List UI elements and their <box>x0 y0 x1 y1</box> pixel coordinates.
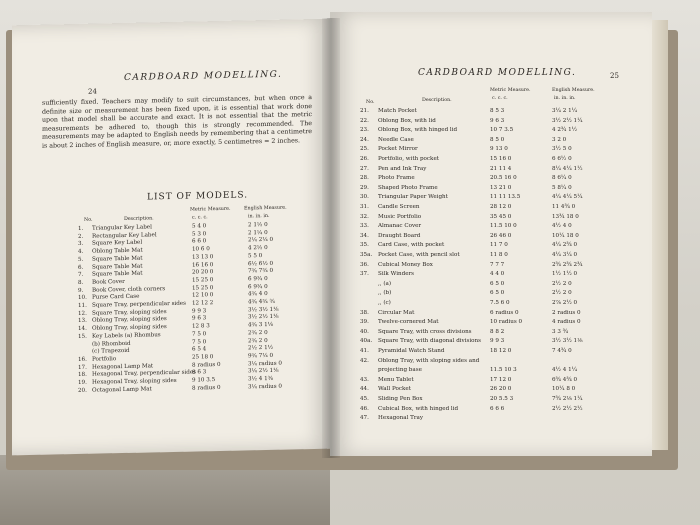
model-description: Square Tray, with diagonal divisions <box>378 338 482 345</box>
model-number: 38. <box>360 309 369 316</box>
model-row <box>330 262 652 272</box>
metric-measure: 8 8 2 <box>490 328 505 335</box>
model-number: 13. <box>78 318 87 325</box>
metric-measure: 12 12 2 <box>192 300 214 307</box>
model-number: 34. <box>360 232 369 239</box>
model-number: 12. <box>78 310 87 317</box>
english-measure: 2½ 2 1½ <box>248 345 274 352</box>
metric-measure: 4 4 0 <box>490 271 505 278</box>
english-measure: 7¾ 2⅛ 1¼ <box>552 396 583 402</box>
english-measure: 4 2½ 0 <box>248 245 268 252</box>
left-running-head: CARDBOARD MODELLING. <box>124 69 283 84</box>
model-number: 37. <box>360 271 369 278</box>
english-measure: 4 2¾ 1½ <box>552 127 578 134</box>
english-measure: 3½ 5 0 <box>552 146 572 153</box>
metric-measure: 9 6 3 <box>192 315 207 322</box>
right-header-english: English Measure. <box>552 88 595 93</box>
model-description: Square Table Mat <box>92 255 143 263</box>
model-description: Twelve-cornered Mat <box>378 319 439 326</box>
metric-measure: 9 9 3 <box>192 307 207 315</box>
model-number: 9. <box>78 287 84 294</box>
metric-measure: 16 16 0 <box>192 261 214 269</box>
metric-measure: 17 12 0 <box>490 376 512 383</box>
model-description: Square Tray, perpendicular sides <box>92 300 186 309</box>
metric-measure: 10 6 0 <box>192 246 210 253</box>
model-row <box>330 127 652 137</box>
english-measure: 4¾ 4 0 <box>248 291 268 298</box>
metric-measure: 6 6 6 <box>490 405 505 412</box>
model-row <box>330 415 652 425</box>
model-number: 15. <box>78 333 87 340</box>
model-row <box>330 185 652 195</box>
left-header-english-cols: in. in. in. <box>248 213 270 220</box>
model-number: 31. <box>360 204 369 210</box>
left-header-metric: Metric Measure. <box>190 206 231 213</box>
model-number: 19. <box>78 379 87 386</box>
model-description: Music Portfolio <box>378 213 422 220</box>
model-number: 20. <box>78 387 87 394</box>
right-header-no: No. <box>366 100 375 105</box>
metric-measure: 5 3 0 <box>192 230 207 238</box>
model-number: 14. <box>78 325 87 333</box>
model-number: 4. <box>78 248 84 256</box>
english-measure: 7¾ 7¾ 0 <box>248 268 274 275</box>
metric-measure: 15 25 0 <box>192 277 214 284</box>
english-measure: 6 9¾ 0 <box>248 275 268 283</box>
english-measure: 10¼ 18 0 <box>552 232 579 239</box>
model-number: 29. <box>360 184 369 191</box>
model-description: Book Cover, cloth corners <box>92 285 166 294</box>
english-measure: 1½ 1½ 0 <box>552 271 578 278</box>
metric-measure: 10 7 3.5 <box>490 127 514 134</box>
english-measure: 7 4¾ 0 <box>552 348 572 354</box>
metric-measure: 15 25 0 <box>192 284 214 292</box>
model-number: 35a. <box>360 252 373 258</box>
metric-measure: 5 4 0 <box>192 223 207 230</box>
model-row <box>330 319 652 329</box>
metric-measure: 20.5 16 0 <box>490 175 517 182</box>
english-measure: 3½ 3½ 1⅛ <box>248 306 279 314</box>
english-measure: 8¼ 4¼ 1½ <box>552 165 583 172</box>
metric-measure: 6 5 0 <box>490 280 505 287</box>
english-measure: 2½ 2 0 <box>552 280 572 287</box>
model-row <box>330 338 652 348</box>
model-description: Wall Pocket <box>378 386 411 393</box>
model-number: 8. <box>78 279 84 286</box>
model-number: 45. <box>360 396 369 402</box>
metric-measure: 7 5 0 <box>192 338 207 346</box>
english-measure: 2⅞ 2½ 0 <box>552 300 578 306</box>
model-row <box>330 348 652 358</box>
model-description: Portfolio <box>92 356 117 363</box>
model-description: Portfolio, with pocket <box>378 156 440 162</box>
model-row <box>330 329 652 339</box>
model-row <box>330 242 652 252</box>
metric-measure: 11.5 10 0 <box>490 223 517 230</box>
english-measure: 4½ 4 0 <box>552 223 572 230</box>
model-row <box>330 377 652 387</box>
metric-measure: 13 13 0 <box>192 253 214 261</box>
model-number: 11. <box>78 302 87 309</box>
right-header-metric: Metric Measure. <box>490 88 531 93</box>
english-measure: 4¾ 4¾ ¾ <box>248 298 275 306</box>
model-number: 36. <box>360 261 369 268</box>
english-measure: 3 2 0 <box>552 136 567 143</box>
metric-measure: 20 20 0 <box>192 269 214 276</box>
model-row <box>330 271 652 281</box>
model-number: 39. <box>360 319 369 326</box>
model-number: 43. <box>360 376 369 383</box>
model-description: Square Table Mat <box>92 270 143 278</box>
metric-measure: 35 45 0 <box>490 213 512 220</box>
metric-measure: 10 radius 0 <box>490 319 523 326</box>
metric-measure: 6 radius 0 <box>490 309 519 316</box>
model-row <box>330 367 652 377</box>
metric-measure: 8 5 3 <box>490 108 505 114</box>
english-measure: 3½ 2½ 1¼ <box>552 117 583 124</box>
right-header-description: Description. <box>422 98 452 103</box>
model-description: Hexagonal Tray, perpendicular sides <box>92 369 197 378</box>
model-number: 22. <box>360 117 369 124</box>
model-description: Triangular Key Label <box>92 224 152 232</box>
metric-measure: 11.5 10 3 <box>490 367 517 374</box>
model-description: Hexagonal Tray <box>378 415 424 422</box>
model-description: projecting base <box>378 367 422 374</box>
model-description: Cubical Box, with hinged lid <box>378 405 459 412</box>
model-row <box>330 137 652 147</box>
english-measure: 13¾ 18 0 <box>552 213 579 220</box>
model-row <box>330 386 652 396</box>
english-measure: 6 9¾ 0 <box>248 283 268 291</box>
model-row <box>330 194 652 204</box>
english-measure: 10¼ 8 0 <box>552 386 576 393</box>
model-number: 5. <box>78 256 84 263</box>
model-number: 41. <box>360 348 369 354</box>
model-number: 32. <box>360 213 369 220</box>
right-page-number: 25 <box>610 72 619 80</box>
model-row <box>330 166 652 176</box>
model-row <box>330 175 652 185</box>
english-measure: 3½ 2½ 1⅛ <box>248 314 279 321</box>
english-measure: 8 6¼ 0 <box>552 175 572 182</box>
metric-measure: 20 5.5 3 <box>490 396 514 402</box>
left-header-no: No. <box>84 217 93 223</box>
model-description: Key Labels (a) Rhombus <box>92 332 161 340</box>
model-row <box>330 223 652 233</box>
model-number: 30. <box>360 194 369 201</box>
metric-measure: 9 6 3 <box>490 117 505 124</box>
model-description: Sliding Pen Box <box>378 396 423 402</box>
model-number: 23. <box>360 127 369 134</box>
model-description: Pocket Case, with pencil slot <box>378 252 460 258</box>
english-measure: 6 6½ 0 <box>552 156 572 162</box>
english-measure: 3½ 3½ 1⅛ <box>552 338 583 345</box>
metric-measure: 15 16 0 <box>490 156 512 162</box>
right-header-english-cols: in. in. in. <box>554 96 576 101</box>
model-description: Almanac Cover <box>378 223 422 230</box>
model-description: Card Case, with pocket <box>378 242 445 249</box>
model-description: ,, (a) <box>378 280 392 287</box>
model-number: 6. <box>78 264 84 271</box>
model-number: 2. <box>78 233 84 240</box>
right-running-head: CARDBOARD MODELLING. <box>418 68 577 78</box>
model-description: Oblong Tray, sloping sides <box>92 324 167 332</box>
english-measure: 6½ 6½ 0 <box>248 260 274 267</box>
model-description: Shaped Photo Frame <box>378 184 438 191</box>
model-description: Pen and Ink Tray <box>378 165 427 172</box>
list-title: LIST OF MODELS. <box>147 190 249 203</box>
model-row <box>330 233 652 243</box>
model-row <box>330 146 652 156</box>
model-description: ,, (c) <box>378 300 391 306</box>
english-measure: 2 radius 0 <box>552 309 581 316</box>
model-description: Oblong Box, with lid <box>378 117 436 124</box>
metric-measure: 9 9 3 <box>490 338 505 345</box>
model-number: 3. <box>78 241 84 248</box>
model-description: Oblong Tray, with sloping sides and <box>378 357 480 364</box>
model-description: Needle Case <box>378 136 414 143</box>
model-number: 17. <box>78 364 87 371</box>
left-header-metric-cols: c. c. c. <box>192 215 208 221</box>
model-description: Triangular Paper Weight <box>378 194 448 201</box>
metric-measure: 28 12 0 <box>490 204 512 210</box>
english-measure: 5 5 0 <box>248 252 263 260</box>
metric-measure: 26 20 0 <box>490 386 512 393</box>
english-measure: 2¾ 2 0 <box>248 329 268 337</box>
model-description: Square Tray, sloping sides <box>92 308 167 317</box>
metric-measure: 26 46 0 <box>490 232 512 239</box>
metric-measure: 7.5 6 0 <box>490 300 510 306</box>
metric-measure: 8 radius 0 <box>192 361 221 369</box>
english-measure: 4¾ 3 1⅛ <box>248 321 274 329</box>
model-row <box>330 204 652 214</box>
metric-measure: 6 5 4 <box>192 346 207 353</box>
model-description: Square Key Label <box>92 240 143 248</box>
model-description: Hexagonal Lamp Mat <box>92 362 154 371</box>
english-measure: 2¾ 2 0 <box>248 337 268 344</box>
english-measure: 2¾ 2¾ 2¾ <box>552 261 583 268</box>
model-number: 21. <box>360 108 369 114</box>
model-description: Square Tray, with cross divisions <box>378 328 472 335</box>
metric-measure: 8 radius 0 <box>192 384 221 392</box>
model-row <box>330 214 652 224</box>
left-page-number: 24 <box>88 87 97 96</box>
model-row <box>330 252 652 262</box>
english-measure: 4¼ 3¼ 0 <box>552 252 578 258</box>
metric-measure: 25 18 0 <box>192 354 214 361</box>
model-row <box>330 290 652 300</box>
model-description: Circular Mat <box>378 309 415 316</box>
metric-measure: 13 21 0 <box>490 184 512 191</box>
model-number: 16. <box>78 356 87 363</box>
right-page <box>330 12 652 456</box>
english-measure: 3¼ 2 1¼ <box>552 108 578 114</box>
model-number: 10. <box>78 295 87 302</box>
metric-measure: 11 11 13.5 <box>490 194 521 201</box>
english-measure: 4¼ 4¼ 5¼ <box>552 194 583 201</box>
model-description: Silk Winders <box>378 271 415 278</box>
model-number: 44. <box>360 386 369 393</box>
metric-measure: 12 10 0 <box>192 292 214 299</box>
english-measure: 4 radius 0 <box>552 319 581 326</box>
model-number: 18. <box>78 372 87 379</box>
model-number: 40. <box>360 328 369 335</box>
model-row <box>330 300 652 310</box>
english-measure: 3¼ 2½ 1⅛ <box>248 368 279 375</box>
model-description: Candle Screen <box>378 204 420 210</box>
metric-measure: 8 5 0 <box>490 136 505 143</box>
metric-measure: 21 11 4 <box>490 165 512 172</box>
model-description: Book Cover <box>92 278 125 286</box>
model-number: 24. <box>360 136 369 143</box>
model-number: 47. <box>360 415 369 422</box>
model-number: 35. <box>360 242 369 249</box>
english-measure: 2 1½ 0 <box>248 221 268 229</box>
model-description: Oblong Box, with hinged lid <box>378 127 458 134</box>
metric-measure: 12 8 3 <box>192 323 210 330</box>
model-number: 46. <box>360 405 369 412</box>
model-description: Square Table Mat <box>92 263 143 271</box>
english-measure: 2¼ 2¼ 0 <box>248 237 274 244</box>
model-number: 7. <box>78 272 84 279</box>
english-measure: 4¼ 2¾ 0 <box>552 242 578 249</box>
model-number: 1. <box>78 225 84 232</box>
metric-measure: 9 13 0 <box>490 146 508 153</box>
model-description: Hexagonal Tray, sloping sides <box>92 377 177 386</box>
intro-paragraph: sufficiently fixed. Teachers may modify to suit circumstances, but when once a definite size or measurement has been fixed upon, it is essential that work done upon that model shall be accurate and exact. It is not essential that the metric measurements be adhered to, though this is strongly recommended. The measurements may be adapted to English needs by remembering that a centimetre is about 2 inches of English measure, or, more exactly, 5 centimetres = 2 inches. <box>42 94 312 150</box>
model-description: Purse Card Case <box>92 293 140 301</box>
model-number: 40a. <box>360 338 373 345</box>
metric-measure: 7 5 0 <box>192 331 207 338</box>
model-row <box>330 358 652 368</box>
metric-measure: 11 7 0 <box>490 242 508 249</box>
english-measure: 3¼ radius 0 <box>248 383 282 391</box>
english-measure: 5 8¼ 0 <box>552 184 572 191</box>
english-measure: 11 4¾ 0 <box>552 204 576 210</box>
left-header-english: English Measure. <box>244 205 287 212</box>
metric-measure: 8 6 3 <box>192 369 207 376</box>
metric-measure: 6 5 0 <box>490 290 505 297</box>
model-row <box>330 281 652 291</box>
model-description: Oblong Table Mat <box>92 247 143 255</box>
model-number: 25. <box>360 146 369 153</box>
model-row <box>330 118 652 128</box>
model-row <box>330 156 652 166</box>
model-row <box>330 406 652 416</box>
right-header-metric-cols: c. c. c. <box>492 96 508 101</box>
book-spine <box>322 18 340 458</box>
page-edges <box>650 20 668 450</box>
model-number: 33. <box>360 223 369 230</box>
model-description: Menu Tablet <box>378 376 414 383</box>
model-description: Rectangular Key Label <box>92 232 157 240</box>
model-description: Draught Board <box>378 232 421 239</box>
model-row <box>330 310 652 320</box>
model-description: Oblong Tray, sloping sides <box>92 316 167 325</box>
model-description: Cubical Money Box <box>378 261 433 268</box>
model-description: Octagonal Lamp Mat <box>92 386 152 394</box>
english-measure: 9¾ 7¼ 0 <box>248 352 274 360</box>
english-measure: 2 1¼ 0 <box>248 229 268 237</box>
model-number: 42. <box>360 357 369 364</box>
metric-measure: 6 6 0 <box>192 238 207 245</box>
english-measure: 3½ 4 1⅜ <box>248 375 274 383</box>
model-number: 27. <box>360 165 369 172</box>
left-header-description: Description. <box>124 216 154 223</box>
english-measure: 2½ 2 0 <box>552 290 572 297</box>
model-description: ,, (b) <box>378 290 392 297</box>
left-page <box>12 19 332 456</box>
english-measure: 3 3 ¾ <box>552 328 569 335</box>
english-measure: 6¾ 4¾ 0 <box>552 376 578 383</box>
model-description: Pyramidal Watch Stand <box>378 348 445 354</box>
model-row <box>330 108 652 118</box>
english-measure: 3¼ radius 0 <box>248 360 282 368</box>
metric-measure: 7 7 7 <box>490 261 505 268</box>
model-description: Match Pocket <box>378 108 417 114</box>
model-description: (b) Rhomboid <box>92 340 131 348</box>
metric-measure: 18 12 0 <box>490 348 512 354</box>
english-measure: 2½ 2½ 2½ <box>552 405 583 412</box>
model-description: (c) Trapezoid <box>92 348 130 355</box>
model-number: 26. <box>360 156 369 162</box>
model-row <box>330 396 652 406</box>
model-description: Pocket Mirror <box>378 146 418 153</box>
english-measure: 4½ 4 1¼ <box>552 367 578 374</box>
model-description: Photo Frame <box>378 175 415 182</box>
metric-measure: 11 8 0 <box>490 252 508 258</box>
model-number: 28. <box>360 175 369 182</box>
metric-measure: 9 10 3.5 <box>192 377 216 384</box>
